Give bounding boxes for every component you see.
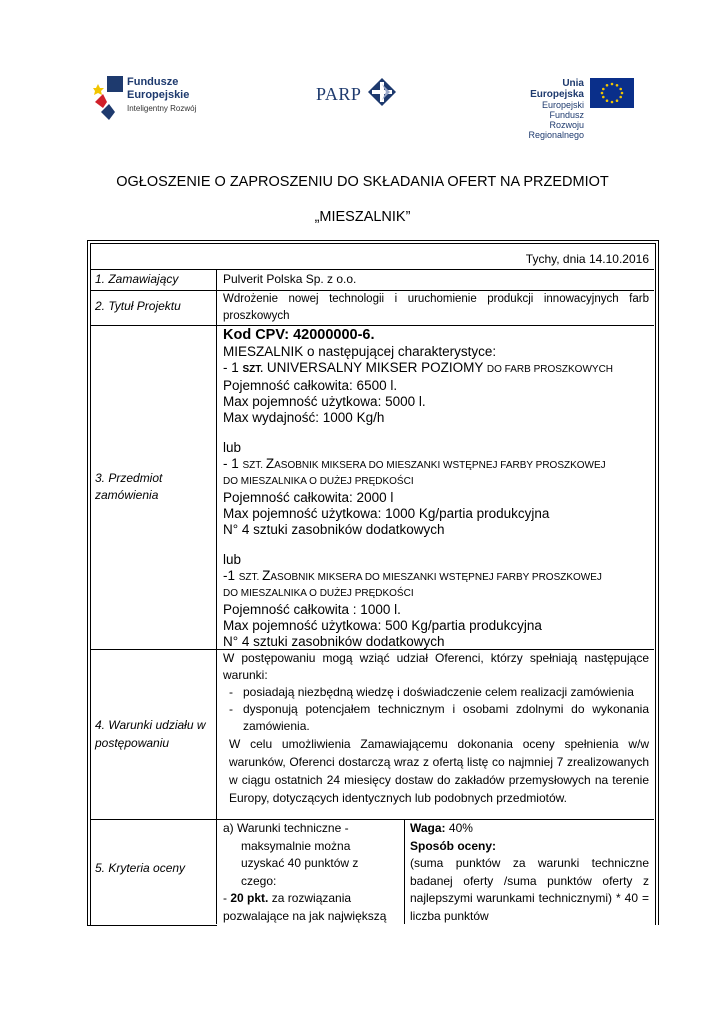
r3-opt2-d: ASOBNIK MIKSERA DO MIESZANKI WSTĘPNEJ FARBY PROSZKOWEJ (274, 460, 606, 471)
r4-conditions-list (227, 684, 649, 735)
frame-bottom-line (87, 925, 217, 926)
list-item: - posiadają niezbędną wiedzę i doświadczenie celem realizacji zamówienia (227, 684, 649, 701)
parp-logo-text: PARP (316, 84, 362, 104)
r3-opt1-b: SZT. (242, 364, 264, 375)
row3-content (223, 326, 649, 650)
list-item: - dysponują potencjałem technicznym i osobami zdolnymi do wykonania zamówienia. (227, 701, 649, 735)
r5-a-3: uzyskać 40 punktów z (241, 856, 359, 870)
r4-paragraph: W celu umożliwienia Zamawiającemu dokonania oceny spełnienia w/w warunków, Oferenci dostarczą wraz z ofertą listę co najmniej 7 zrealizowanych w ciągu ostatnich 24 miesięcy dostaw do zakładów przemysłowych na terenie Europy, dotyczących identycznych lub podobnych przedmiotów. (229, 737, 649, 805)
parp-arrows-icon (368, 78, 396, 106)
r4-intro: W postępowaniu mogą wziąć udział Oferenci, którzy spełniają następujące warunki: (223, 651, 649, 682)
announcement-subject: „MIESZALNIK” (314, 209, 411, 225)
row1-value: Pulverit Polska Sp. z o.o. (223, 272, 357, 286)
r3-opt3-a: -1 (223, 568, 239, 583)
r5-formula: (suma punktów za warunki techniczne badanej oferty /suma punktów oferty z najlepszymi warunkami technicznymi) * 40 = liczba punktów (410, 856, 649, 923)
r5-a-4: czego: (241, 873, 277, 888)
r5-a-5b: 20 pkt. (230, 891, 269, 905)
r3-opt1-a: - 1 (223, 360, 243, 375)
r5-sposob: Sposób oceny: (410, 838, 497, 853)
r5-a-5c: za rozwiązania (268, 891, 352, 905)
r5-a-5a: - (223, 891, 231, 905)
r5-weight-method (410, 820, 649, 925)
r5-a-2: maksymalnie można (241, 838, 351, 853)
cpv-code: Kod CPV: 42000000-6. (223, 327, 375, 343)
row4-label-line2: postępowaniu (95, 736, 170, 750)
ue-line1: Unia Europejska (530, 78, 584, 100)
row2-label: 2. Tytuł Projektu (95, 299, 181, 313)
r3-or2: lub (223, 552, 242, 567)
r3-opt2-l1: Pojemność całkowita: 2000 l (223, 490, 394, 505)
announcement-title: OGŁOSZENIE O ZAPROSZENIU DO SKŁADANIA OFERT NA PRZEDMIOT (116, 174, 609, 190)
document-date: Tychy, dnia 14.10.2016 (525, 252, 649, 266)
r3-opt1-l3: Max wydajność: 1000 Kg/h (223, 410, 385, 425)
eu-flag-icon (590, 78, 634, 108)
row4-label-line1: 4. Warunki udziału w (95, 718, 206, 732)
divider (91, 269, 654, 270)
r3-opt3-l3: N° 4 sztuki zasobników dodatkowych (223, 634, 445, 649)
row3-label-line1: 3. Przedmiot (95, 471, 163, 485)
r3-opt3-e: DO MIESZALNIKA O DUŻEJ PRĘDKOŚCI (223, 588, 414, 599)
ue-line3: Rozwoju Regionalnego (528, 120, 584, 140)
r3-opt2-e: DO MIESZALNIKA O DUŻEJ PRĘDKOŚCI (223, 476, 414, 487)
r3-opt1-d: DO FARB PROSZKOWYCH (486, 364, 614, 375)
column-divider (216, 270, 217, 924)
r3-opt2-b: SZT. (242, 460, 266, 471)
r3-or1: lub (223, 440, 242, 455)
r3-opt3-l2: Max pojemność użytkowa: 500 Kg/partia produkcyjna (223, 618, 542, 633)
r5-a-1: a) Warunki techniczne - (223, 821, 349, 835)
r5-waga-label: Waga: (410, 821, 446, 835)
r5-a-5 (223, 890, 399, 908)
row2-value: Wdrożenie nowej technologii i uruchomienie produkcji innowacyjnych farb proszkowych (223, 293, 649, 322)
r3-opt3-l1: Pojemność całkowita : 1000 l. (223, 602, 401, 617)
r3-opt1-c: UNIVERSALNY MIKSER POZIOMY (263, 360, 487, 375)
column-divider (404, 820, 405, 924)
r3-opt3-d: ASOBNIK MIKSERA DO MIESZANKI WSTĘPNEJ FARBY PROSZKOWEJ (270, 572, 602, 583)
ue-line2: Europejski Fundusz (541, 100, 584, 120)
fe-line1: Fundusze (127, 76, 179, 88)
r3-opt1-title (223, 360, 649, 378)
r5-waga-value: 40% (445, 821, 473, 835)
r3-opt3-b: SZT. (238, 572, 263, 583)
r3-intro: MIESZALNIK o następującej charakterystyce: (223, 344, 497, 359)
fe-line2: Europejskie (127, 89, 190, 101)
r5-a-6: pozwalające na jak największą (223, 908, 387, 923)
row5-label: 5. Kryteria oceny (95, 861, 186, 875)
r3-opt2-c: Z (265, 456, 275, 471)
row1-label: 1. Zamawiający (95, 272, 179, 286)
r3-opt3-title (223, 568, 649, 586)
r3-opt2-l2: Max pojemność użytkowa: 1000 Kg/partia produkcyjna (223, 506, 550, 521)
r5-criteria-a (223, 820, 399, 925)
fundusze-europejskie-logo (93, 74, 223, 128)
r3-opt1-l1: Pojemność całkowita: 6500 l. (223, 378, 398, 393)
fe-line3: Inteligentny Rozwój (127, 104, 197, 113)
r3-opt2-title (223, 456, 649, 474)
r3-opt2-l3: N° 4 sztuki zasobników dodatkowych (223, 522, 445, 537)
row4-label (95, 716, 206, 752)
r5-waga (410, 820, 649, 838)
r3-opt3-c: Z (262, 568, 271, 583)
row4-content (223, 650, 649, 807)
r3-opt2-a: - 1 (223, 456, 243, 471)
ue-text (510, 78, 584, 140)
row3-label-line2: zamówienia (95, 488, 159, 502)
r3-opt1-l2: Max pojemność użytkowa: 5000 l. (223, 394, 426, 409)
logo-bar (0, 70, 725, 140)
fe-star-icon (93, 74, 125, 122)
row3-label (95, 470, 162, 504)
